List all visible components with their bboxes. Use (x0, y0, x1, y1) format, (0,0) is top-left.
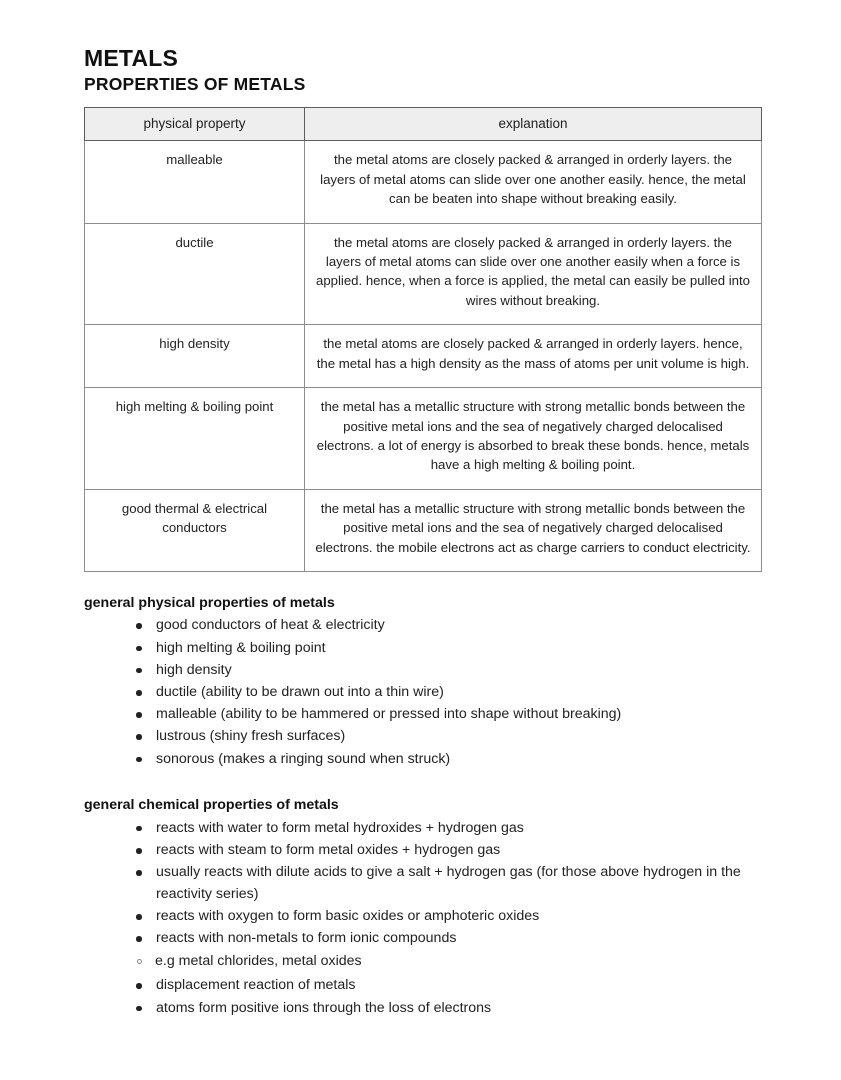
section-heading-chemical: general chemical properties of metals (84, 797, 339, 814)
cell-explanation: the metal atoms are closely packed & arranged in orderly layers. the layers of metal atoms can slide over one another easily when a force is applied. hence, when a force is applied, the metal can easily be pulled into wires without breaking. (305, 223, 762, 325)
cell-property: good thermal & electrical conductors (85, 489, 305, 571)
cell-property: high melting & boiling point (85, 388, 305, 490)
table-row (85, 223, 762, 325)
list-item (136, 638, 761, 660)
list-item-text: malleable (ability to be hammered or pressed into shape without breaking) (156, 706, 622, 723)
list-item (136, 928, 761, 950)
list-item (136, 682, 761, 704)
table-row (85, 489, 762, 571)
list-item (136, 749, 761, 771)
list-item-text: high density (156, 661, 232, 678)
page-subtitle: PROPERTIES OF METALS (84, 74, 306, 95)
list-item (136, 726, 761, 748)
cell-property: ductile (85, 223, 305, 325)
list-item-text: good conductors of heat & electricity (156, 617, 385, 634)
table-header (85, 108, 762, 141)
list-item (136, 840, 761, 862)
table-header-row (85, 108, 762, 141)
list-item-text: reacts with non-metals to form ionic compounds (156, 930, 457, 947)
table-body (85, 141, 762, 572)
column-header-explanation: explanation (305, 108, 762, 141)
list-item (136, 660, 761, 682)
cell-property: malleable (85, 141, 305, 223)
list-item (136, 862, 761, 905)
list-item-text: atoms form positive ions through the loss of electrons (156, 999, 492, 1016)
chemical-properties-list-continued (84, 975, 761, 1019)
cell-property: high density (85, 325, 305, 388)
list-item (136, 704, 761, 726)
table-row (85, 141, 762, 223)
list-item (136, 615, 761, 637)
list-item (136, 975, 761, 997)
chemical-properties-list (84, 818, 761, 950)
list-item-text: lustrous (shiny fresh surfaces) (156, 728, 346, 745)
list-item (136, 906, 761, 928)
physical-properties-list (84, 615, 761, 770)
list-item-text: reacts with water to form metal hydroxides + hydrogen gas (156, 819, 524, 836)
page-title: METALS (84, 45, 179, 71)
list-item-text: usually reacts with dilute acids to give a salt + hydrogen gas (for those above hydrogen in the reactivity series) (156, 864, 741, 903)
list-item-text: reacts with oxygen to form basic oxides or amphoteric oxides (156, 908, 540, 925)
list-item-text: displacement reaction of metals (156, 977, 356, 994)
cell-explanation: the metal has a metallic structure with strong metallic bonds between the positive metal ions and the sea of negatively charged delocalised electrons. the mobile electrons act as charge carriers to conduct electricity. (305, 489, 762, 571)
list-item-text: reacts with steam to form metal oxides + hydrogen gas (156, 842, 501, 859)
chemical-properties-sublist (84, 951, 761, 973)
cell-explanation: the metal has a metallic structure with strong metallic bonds between the positive metal ions and the sea of negatively charged delocalised electrons. a lot of energy is absorbed to break these bonds. hence, metals have a high melting & boiling point. (305, 388, 762, 490)
column-header-property: physical property (85, 108, 305, 141)
sub-list-item-text: e.g metal chlorides, metal oxides (155, 952, 362, 969)
properties-table (84, 107, 762, 572)
list-item (136, 818, 761, 840)
list-item-text: ductile (ability to be drawn out into a thin wire) (156, 684, 444, 701)
cell-explanation: the metal atoms are closely packed & arranged in orderly layers. the layers of metal atoms can slide over one another easily. hence, the metal can be beaten into shape without breaking easily. (305, 141, 762, 223)
list-item-text: sonorous (makes a ringing sound when struck) (156, 750, 451, 767)
list-item (136, 998, 761, 1020)
table-row (85, 388, 762, 490)
table-row (85, 325, 762, 388)
cell-explanation: the metal atoms are closely packed & arranged in orderly layers. hence, the metal has a high density as the mass of atoms per unit volume is high. (305, 325, 762, 388)
sub-list-item (137, 951, 761, 973)
section-heading-physical: general physical properties of metals (84, 594, 335, 611)
list-item-text: high melting & boiling point (156, 639, 326, 656)
